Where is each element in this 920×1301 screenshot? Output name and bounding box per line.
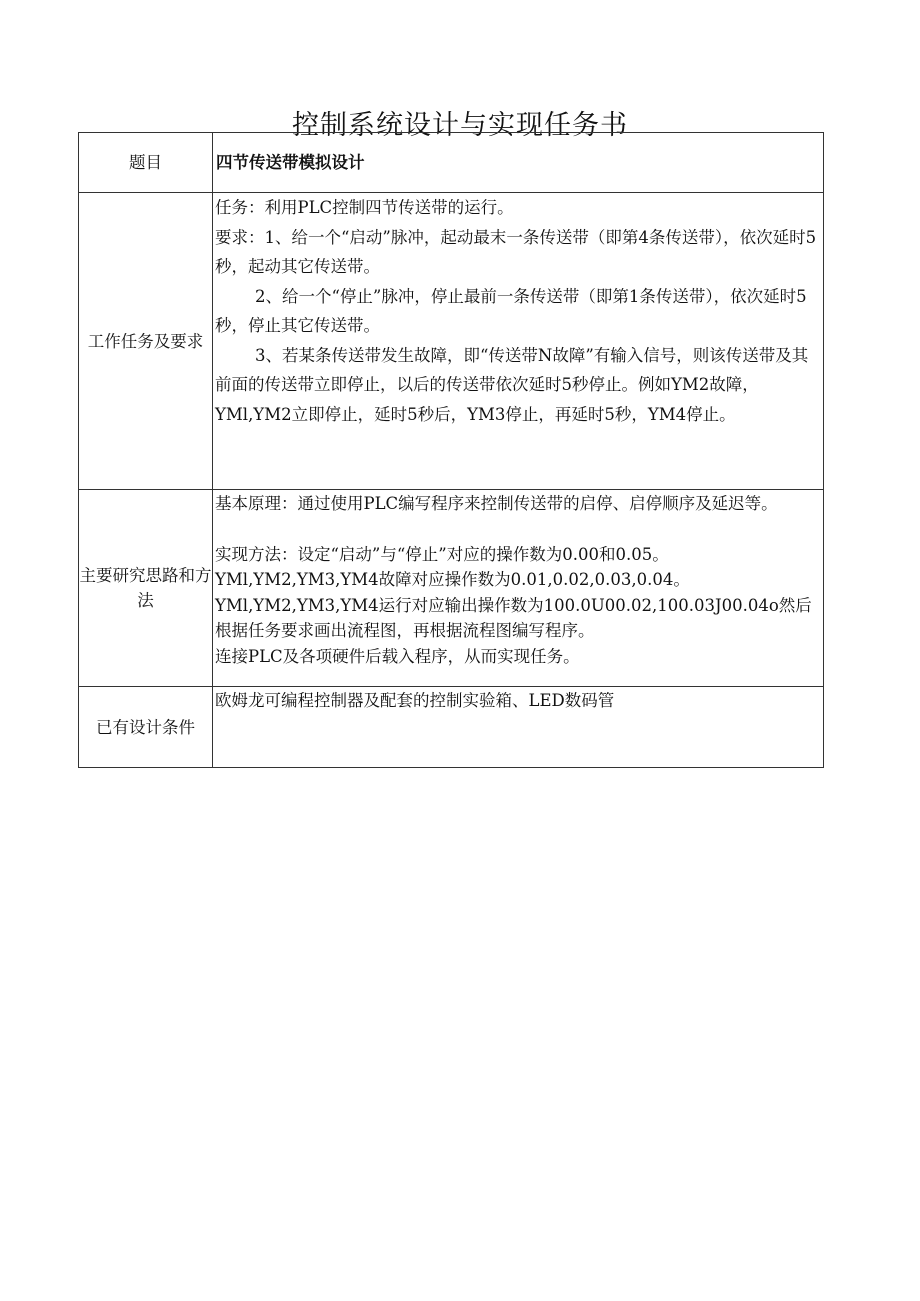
method-line-1: 实现方法：设定“启动”与“停止”对应的操作数为0.00和0.05。 xyxy=(215,544,669,564)
task-line-2: 要求：1、给一个“启动”脉冲，起动最末一条传送带（即第4条传送带），依次延时5秒，起动其它传送带。 xyxy=(215,227,817,276)
task-content-cell xyxy=(213,193,824,490)
topic-label: 题目 xyxy=(79,133,213,193)
table-row-topic xyxy=(79,133,824,193)
topic-value-cell xyxy=(213,133,824,193)
topic-value: 四节传送带模拟设计 xyxy=(216,153,365,172)
method-content-cell xyxy=(213,490,824,687)
conditions-value: 欧姆龙可编程控制器及配套的控制实验箱、LED数码管 xyxy=(215,691,615,710)
conditions-content-cell xyxy=(213,687,824,768)
table-row-task xyxy=(79,193,824,490)
task-line-4: 3、若某条传送带发生故障，即“传送带N故障”有输入信号，则该传送带及其前面的传送带立即停止，以后的传送带依次延时5秒停止。例如YM2故障，YMl,YM2立即停止，延时5秒后，YM3停止，再延时5秒，YM4停止。 xyxy=(215,345,809,424)
task-label: 工作任务及要求 xyxy=(79,193,213,490)
method-label: 主要研究思路和方法 xyxy=(79,490,213,687)
method-principle: 基本原理：通过使用PLC编写程序来控制传送带的启停、启停顺序及延迟等。 xyxy=(215,494,778,513)
task-table xyxy=(78,132,824,768)
method-gap xyxy=(215,517,821,542)
table-row-method xyxy=(79,490,824,687)
document-title: 控制系统设计与实现任务书 xyxy=(292,110,628,142)
method-line-4: 连接PLC及各项硬件后载入程序，从而实现任务。 xyxy=(215,646,580,666)
method-line-3: YMl,YM2,YM3,YM4运行对应输出操作数为100.0U00.02,100.03J00.04o然后根据任务要求画出流程图，再根据流程图编写程序。 xyxy=(215,595,812,640)
table-row-conditions xyxy=(79,687,824,768)
method-line-2: YMl,YM2,YM3,YM4故障对应操作数为0.01,0.02,0.03,0.04。 xyxy=(215,570,690,589)
conditions-label: 已有设计条件 xyxy=(79,687,213,768)
task-line-3: 2、给一个“停止”脉冲，停止最前一条传送带（即第1条传送带），依次延时5秒，停止其它传送带。 xyxy=(215,286,807,335)
task-line-1: 任务：利用PLC控制四节传送带的运行。 xyxy=(215,198,514,217)
method-block xyxy=(215,490,821,669)
